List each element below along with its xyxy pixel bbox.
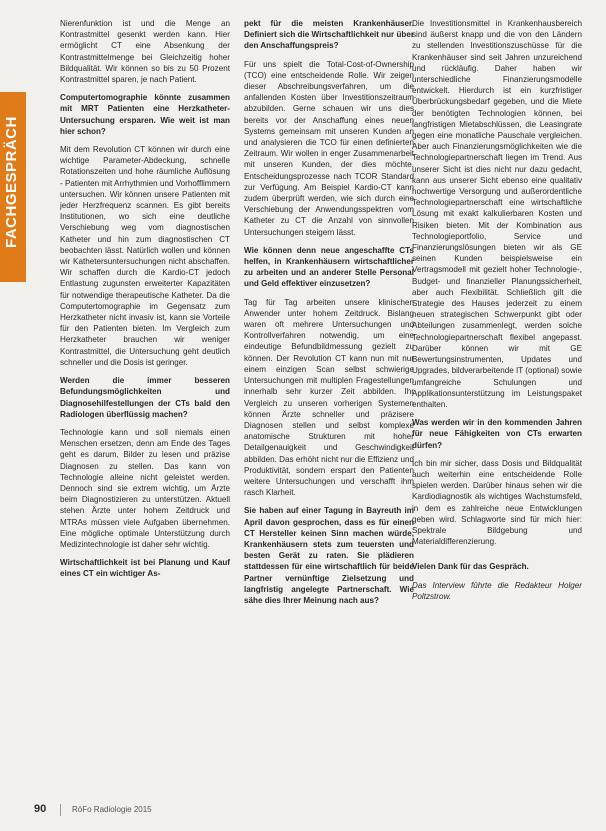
interview-question: Computertomographie könnte zusammen mit MRT Patienten eine Herzkatheter-Untersuchung ersparen. Wie weit ist man hier schon? <box>60 93 230 136</box>
interview-question: Sie haben auf einer Tagung in Bayreuth im April davon gesprochen, dass es für einen CT Hersteller keinen Sinn machen würde, Krankenhäusern stets zum teuersten und besten Gerät zu raten. Sie plädieren stattdessen für eine wirtschaftlich für beide Partner vernünftige Zielsetzung und langfristig angelegte Partnerschaft. Wie sähe dies Ihrer Meinung nach aus? <box>244 506 414 605</box>
interview-credit: Das Interview führte die Redakteur Holger Poltzstrow. <box>412 580 582 601</box>
section-label: FACHGESPRÄCH <box>3 116 20 248</box>
column-3 <box>412 18 582 609</box>
publication-name: RöFo Radiologie 2015 <box>72 805 152 814</box>
column-1 <box>60 18 230 587</box>
closing-thanks: Vielen Dank für das Gespräch. <box>412 562 529 572</box>
interview-question: Was werden wir in den kommenden Jahren für neue Fähigkeiten von CTs erwarten dürfen? <box>412 418 582 450</box>
answer-paragraph: Ich bin mir sicher, dass Dosis und Bildqualität auch weiterhin eine entscheidende Rolle spielen werden. Darüber hinaus sehen wir die Kardiodiagnostik als wichtiges Wachstumsfeld, in dem es zahlreiche neue Entwicklungen geben wird. Schlagworte sind für mich hier: Spektrale Bildgebung und Materialdifferenzierung. <box>412 458 582 547</box>
answer-paragraph: Für uns spielt die Total-Cost-of-Ownership (TCO) eine entscheidende Rolle. Wir zeigen dieser Abschreibungsverfahren, um die anfallenden Kosten über Investitionszeitraum abzubilden. Gerne schauen wir uns dies bereits vor der Anschaffung eines neuen Systems gemeinsam mit unseren Kunden an und analysieren die TCO für einen definierten Zeitraum. Wir wollen in enger Zusammenarbeit mit unseren Kunden, der dies möchte, Entscheidungsprozesse nach TCOR Standard zur Verfügung. Am Beispiel Kardio-CT kann zudem überprüft werden, wie sich durch eine Verschiebung der Anwendungsspektren vom Katheter zu CT die Anzahl von sinnvollen Untersuchungen steigern lässt. <box>244 59 414 237</box>
page-number: 90 <box>34 803 47 815</box>
interview-question: Werden die immer besseren Befundungsmöglichkeiten und Diagnosehilfestellungen der CTs bald den Radiologen überflüssig machen? <box>60 376 230 419</box>
interview-question: pekt für die meisten Krankenhäuser. Definiert sich die Wirtschaftlichkeit nur über den Anschaffungspreis? <box>244 19 414 51</box>
column-2 <box>244 18 414 613</box>
interview-question: Wirtschaftlichkeit ist bei Planung und Kauf eines CT ein wichtiger As- <box>60 558 230 579</box>
answer-paragraph: Technologie kann und soll niemals einen Menschen ersetzen, denn am Ende des Tages geht es darum, Bilder zu lesen und präzise Diagnosen zu stellen. Das kann von Technologie alleine nicht geleistet werden. Dennoch sind sie extrem wichtig, um Ärzte beim Diagnostizieren zu unterstützen. Aktuell stehen Ärzte unter hohem Zeitdruck und MTRAs müssen viele Aufgaben übernehmen. Eine mögliche optimale Unterstützung durch Medizintechnologie ist daher sehr wichtig. <box>60 427 230 549</box>
side-tab <box>0 0 34 831</box>
answer-paragraph: Nierenfunktion ist und die Menge an Kontrastmittel gesenkt werden kann. Hier ermöglicht CT eine Absenkung der Kontrastmittelmenge bei Gleichzeitig hoher Bildqualität. Wir können so bis zu 50 Prozent Kontrastmittel sparen, je nach Patient. <box>60 19 230 85</box>
answer-paragraph: Tag für Tag arbeiten unsere klinischen Anwender unter hohem Zeitdruck. Bislang waren oft mehrere Untersuchungen und Kontrollverfahren notwendig, um eine eindeutige Befundbildmessung gezielt zu können. Der Revolution CT kann nun mit nur einem einzigen Scan selbst schwierige Untersuchungen mit multiplen Fragestellungen innerhalb sehr kurzer Zeit abbilden. Ihr Vergleich zu unseren vorherigen Systemen können Ärzte schneller und präzisere Diagnosen stellen und selbst komplexe anatomische Strukturen mit hoher Detailgenauigkeit und Geschwindigkeit abbilden. Das erhöht nicht nur die Effizienz und Produktivität, sondern erspart den Patienten weitere Untersuchungen und verschafft ihm rasch Klarheit. <box>244 297 414 498</box>
answer-paragraph: Mit dem Revolution CT können wir durch eine wichtige Parameter-Abdeckung, schnelle Rotationszeiten und hohe räumliche Auflösung - Patienten mit Arrhythmien und Vorhofflimmern untersuchen. Wir können unsere Patienten mit jeder Herzfrequenz scannen. Es gibt bereits Institutionen, wo sich eine deutliche Verschiebung weg vom diagnostischen Katheter und hin zum diagnostischen CT beobachten lässt. Natürlich wollen und können wir Kathetersuntersuchungen nicht abschaffen. Wir schaffen durch die Kardio-CT jedoch Entlastung zugunsten erweiterter Kapazitäten für notwendige therapeutische Katheter. Da die Computertomographie im Gegensatz zum Herzkatheter nicht invasiv ist, kann sie Vorteile für den Patienten bieten. Im Vergleich zum Herzkatheter brauchen wir weniger Kontrastmittel, die Untersuchung geht deutlich schneller und die Dosis ist geringer. <box>60 145 230 367</box>
answer-paragraph: Die Investitionsmittel in Krankenhausbereich sind äußerst knapp und die von den Ländern zu stellenden Investitionszuschüsse für die Krankenhäuser sind seit Jahren unzureichend und rückläufig. Daher haben wir unterschiedliche Finanzierungsmodelle entwickelt. Hierdurch ist ein kurzfristiger Überbrückungsbedarf gegeben, und die Miete der benötigten Technologien können, bei langfristigen Mietabschlüssen, die Leasingrate gegen eine monatliche Pauschale vergleichen. Aber auch Finanzierungsmöglichkeiten wie die Technologiepartnerschaft liegen im Trend. Aus unserer Sicht ist dies nicht nur dazu gedacht, kann aus unserer Sicht ebenso eine qualitativ hochwertige Versorgung und außerordentliche Technologiepartnerschaft eine wirtschaftliche Lösung mit exakt kalkulierbaren Kosten und Risiken bieten. Mit der Kombination aus Technologieportfolio, Service und Finanzierungslösungen bieten wir als GE seinen Kunden beispielsweise ein Vertragsmodell mit gezielt hoher Technologie-, Budget- und finanzieller Planungssicherheit, aber auch Flexibilität. Schließlich gilt die Strategie des Hauses jederzeit zu einem neuen strategischen Schwerpunkt gibt oder Abteilungen zusammenlegt, werden solche Technologiepartnerschaft flexibel angepasst. Darüber können wir mit GE Bewertungsinstrumenten, Updates und Upgrades, bildverarbeitende IT (optional) sowie umfangreiche Schulungen und Applikationsunterstützung im Leistungspaket enthalten. <box>412 19 582 409</box>
interview-question: Wie können denn neue angeschaffte CTs helfen, in Krankenhäusern wirtschaftlicher zu arbeiten und an anderer Stelle Personal und Geld effektiver einzusetzen? <box>244 245 414 289</box>
footer-divider <box>60 804 61 816</box>
